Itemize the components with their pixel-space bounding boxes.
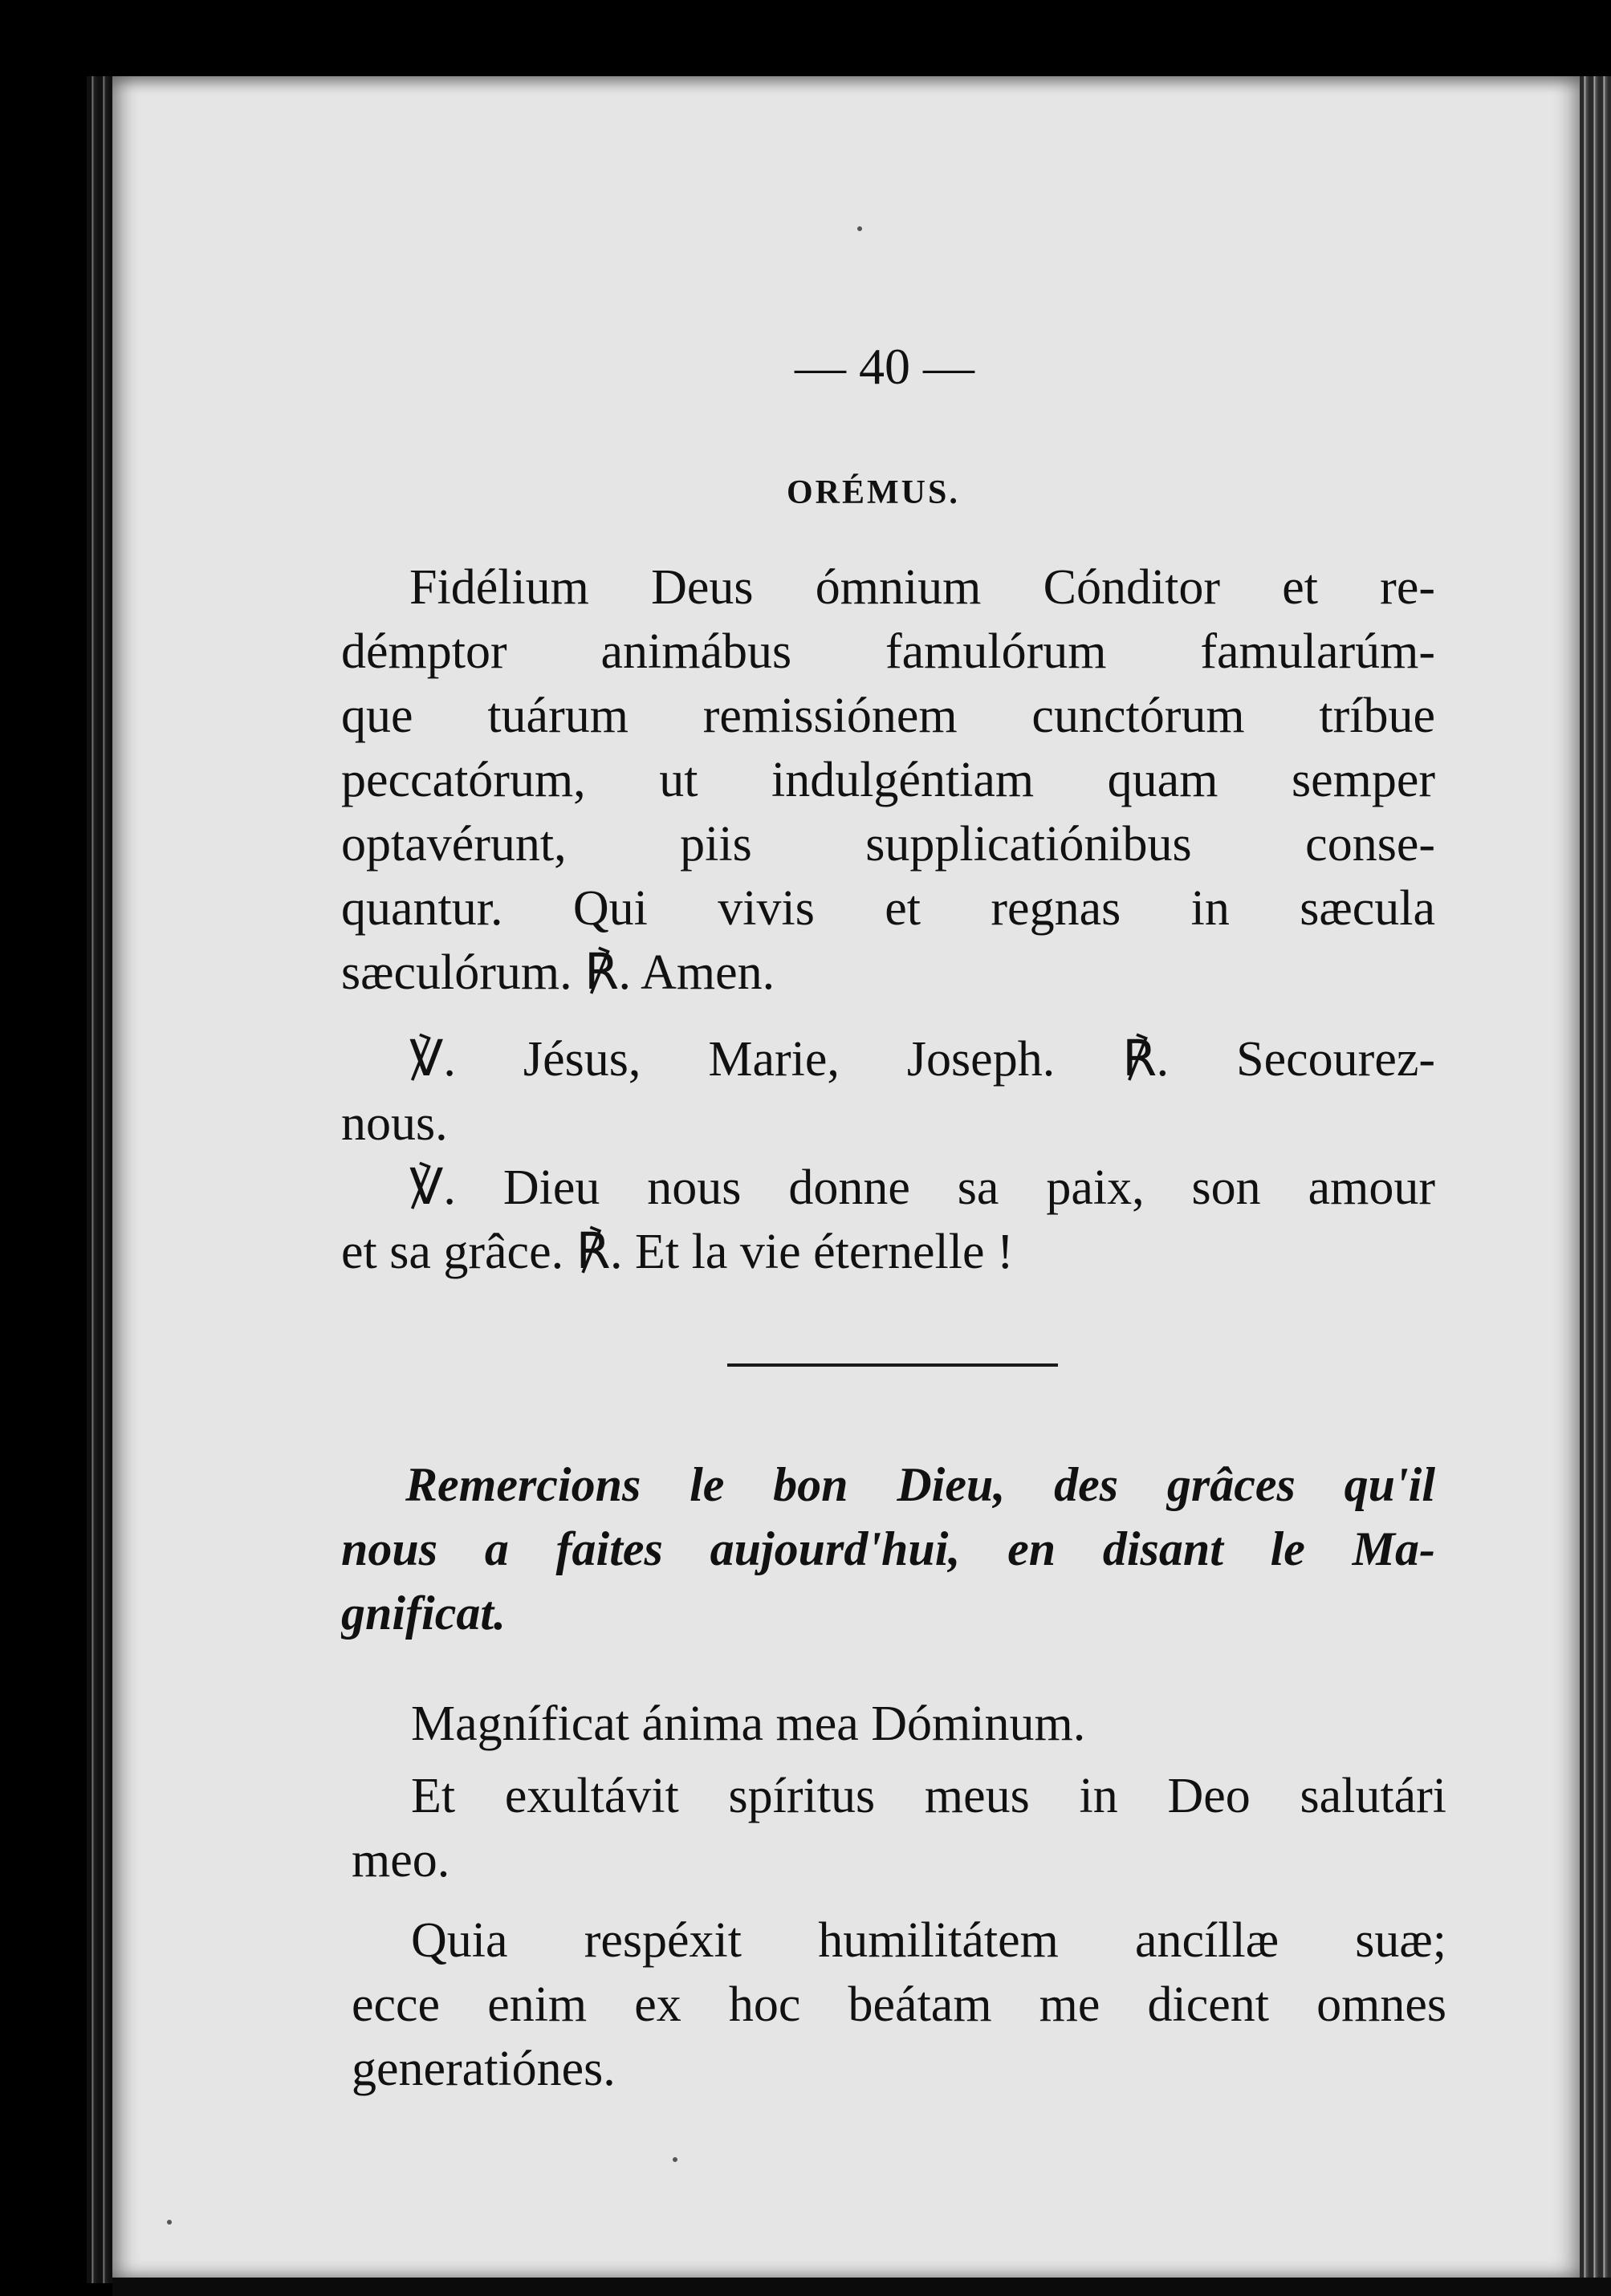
- text-line: que tuárum remissiónem cunctórum tríbue: [341, 689, 1435, 743]
- text-line: nous a faites aujourd'hui, en disant le Ma-: [341, 1522, 1435, 1575]
- page-bottom-edge: [112, 2278, 1611, 2296]
- text-line: optavérunt, piis supplicatiónibus conse-: [341, 817, 1435, 872]
- paper-speck: [673, 2157, 677, 2162]
- page-stack-edge: [1580, 76, 1611, 2278]
- text-line: ℣. Dieu nous donne sa paix, son amour: [409, 1160, 1435, 1215]
- text-line: Fidélium Deus ómnium Cónditor et re-: [409, 560, 1435, 615]
- text-line: ecce enim ex hoc beátam me dicent omnes: [352, 1977, 1446, 2032]
- text-line: generatiónes.: [352, 2042, 616, 2096]
- section-divider: [727, 1363, 1058, 1367]
- text-line: Et exultávit spíritus meus in Deo salutári: [411, 1769, 1446, 1823]
- text-line: nous.: [341, 1096, 448, 1151]
- text-line: et sa grâce. ℟. Et la vie éternelle !: [341, 1225, 1014, 1279]
- text-line: démptor animábus famulórum famularúm-: [341, 624, 1435, 679]
- page-number: — 40 —: [795, 338, 974, 395]
- text-line: Remercions le bon Dieu, des grâces qu'il: [405, 1458, 1435, 1511]
- paper-speck: [857, 226, 862, 231]
- section-heading: ORÉMUS.: [787, 474, 960, 511]
- text-line: sæculórum. ℟. Amen.: [341, 945, 775, 1000]
- text-line: peccatórum, ut indulgéntiam quam semper: [341, 753, 1435, 807]
- text-line: ℣. Jésus, Marie, Joseph. ℟. Secourez-: [409, 1032, 1435, 1087]
- text-line: Quia respéxit humilitátem ancíllæ suæ;: [411, 1913, 1446, 1968]
- text-line: meo.: [352, 1833, 450, 1888]
- text-line: quantur. Qui vivis et regnas in sæcula: [341, 881, 1435, 936]
- text-line: gnificat.: [341, 1587, 506, 1640]
- text-line: Magníficat ánima mea Dóminum.: [411, 1697, 1086, 1751]
- paper-speck: [167, 2220, 172, 2225]
